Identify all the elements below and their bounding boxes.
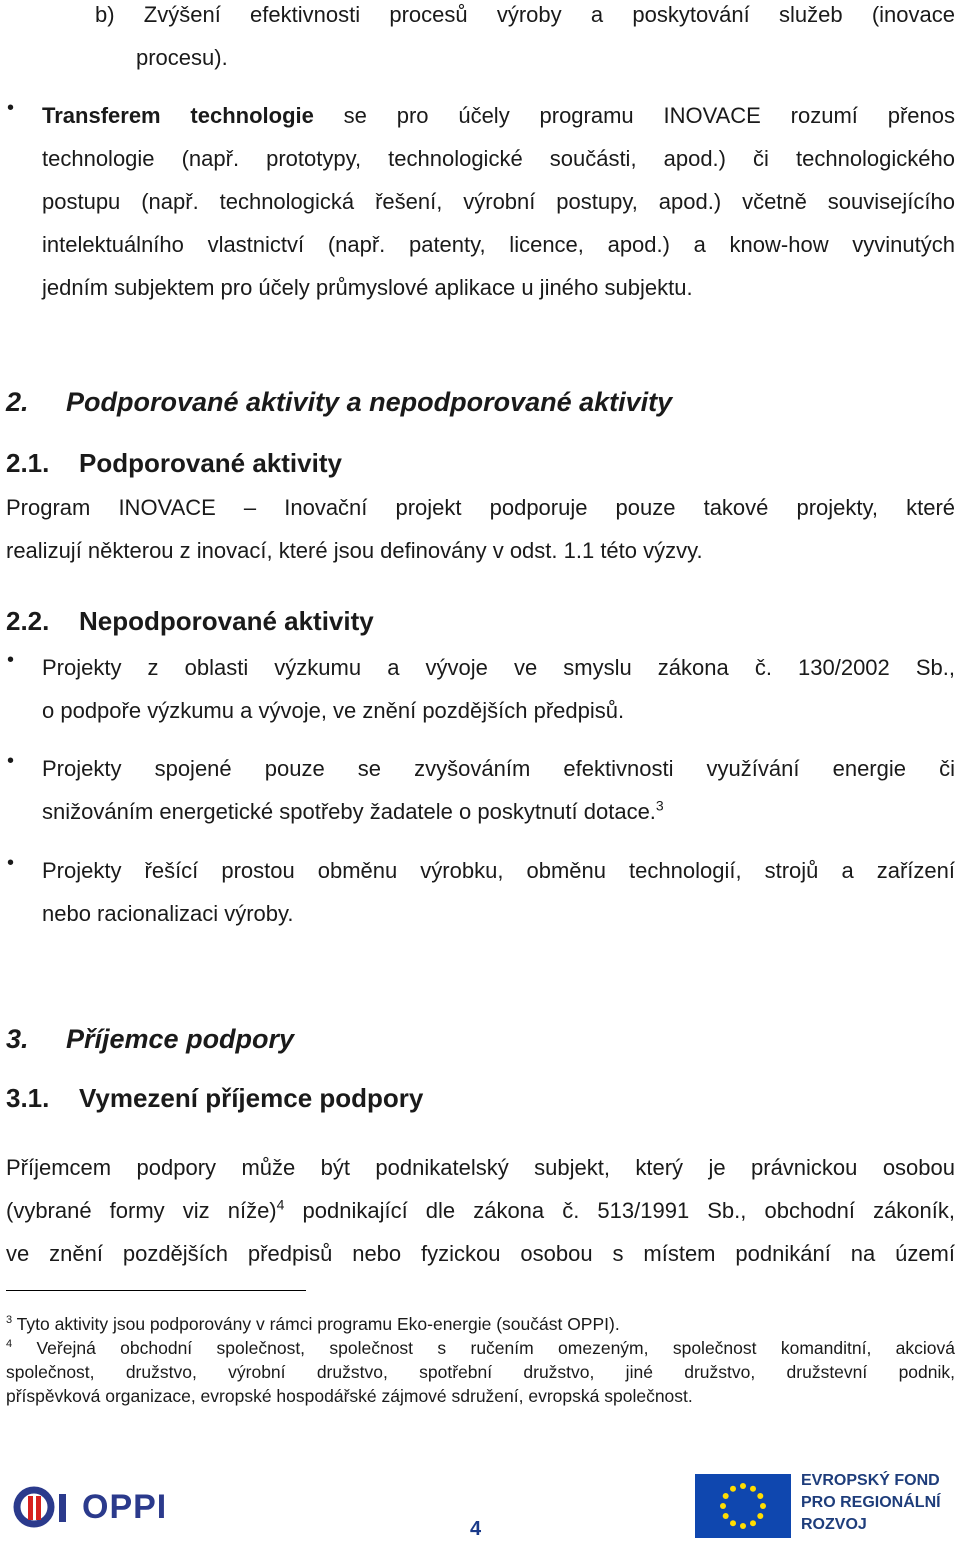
section-2-1-title: Podporované aktivity: [79, 448, 342, 478]
section-2-1-number: 2.1.: [6, 448, 50, 478]
transfer-line2: technologie (např. prototypy, technologické součásti, apod.) či technologického: [42, 146, 955, 171]
nepodporovane-item-3-line2: nebo racionalizaci výroby.: [42, 901, 294, 926]
section-2-title: Podporované aktivity a nepodporované aktivity: [66, 387, 673, 417]
bullet-icon: [7, 747, 14, 773]
footnote-3: [6, 1312, 955, 1336]
section-3-heading: [6, 1024, 295, 1055]
nepodporovane-item-2-line2: snižováním energetické spotřeby žadatele o poskytnutí dotace.: [42, 799, 656, 824]
footnote-4-number: 4: [6, 1338, 13, 1351]
transfer-term: Transferem technologie: [42, 103, 314, 128]
footnote-separator: [6, 1290, 306, 1291]
bullet-icon: [7, 849, 14, 875]
section-3-1-line2b: podnikající dle zákona č. 513/1991 Sb., obchodní zákoník,: [284, 1198, 956, 1223]
nepodporovane-item-2-line1: Projekty spojené pouze se zvyšováním efektivnosti využívání energie či: [42, 756, 955, 781]
footnote-4-line1: Veřejná obchodní společnost, společnost s ručením omezeným, společnost komanditní, akciová: [36, 1338, 955, 1358]
eu-erdf-logo: [695, 1470, 960, 1540]
eu-flag-icon: [695, 1474, 791, 1538]
section-2-1-paragraph: [6, 486, 955, 572]
section-3-1-line2a: (vybrané formy viz níže): [6, 1198, 277, 1223]
list-item-b-line2: procesu).: [136, 45, 228, 70]
section-2-1-line1: Program INOVACE – Inovační projekt podporuje pouze takové projekty, které: [6, 495, 955, 520]
transfer-line3: postupu (např. technologická řešení, výrobní postupy, apod.) včetně souvisejícího: [42, 189, 955, 214]
section-2-2-number: 2.2.: [6, 606, 50, 636]
bullet-icon: [7, 94, 14, 120]
nepodporovane-item-1-line1: Projekty z oblasti výzkumu a vývoje ve smyslu zákona č. 130/2002 Sb.,: [42, 655, 955, 680]
list-item: [42, 747, 955, 833]
oppi-logo-text: OPPI: [82, 1488, 168, 1526]
section-2-heading: [6, 387, 673, 418]
footnote-4: [6, 1336, 955, 1408]
bullet-icon: [7, 646, 14, 672]
footnote-3-number: 3: [6, 1314, 13, 1327]
nepodporovane-item-1-line2: o podpoře výzkumu a vývoje, ve znění pozdějších předpisů.: [42, 698, 625, 723]
footnote-ref-4[interactable]: 4: [276, 1196, 285, 1213]
section-2-1-heading: [6, 448, 342, 479]
section-3-1-heading: [6, 1083, 424, 1114]
transfer-paragraph: [42, 94, 955, 309]
section-3-1-line1: Příjemcem podpory může být podnikatelský subjekt, který je právnickou osobou: [6, 1155, 955, 1180]
eu-logo-text: [801, 1470, 941, 1536]
list-item-b-line1: b) Zvýšení efektivnosti procesů výroby a poskytování služeb (inovace: [95, 2, 955, 27]
section-3-title: Příjemce podpory: [66, 1024, 295, 1054]
transfer-line4: intelektuálního vlastnictví (např. patenty, licence, apod.) a know-how vyvinutých: [42, 232, 955, 257]
footnote-3-text: Tyto aktivity jsou podporovány v rámci programu Eko-energie (součást OPPI).: [16, 1314, 620, 1334]
section-2-2-title: Nepodporované aktivity: [79, 606, 374, 636]
section-2-1-line2: realizují některou z inovací, které jsou definovány v odst. 1.1 této výzvy.: [6, 538, 703, 563]
list-item: [42, 849, 955, 935]
footnote-4-line3: příspěvková organizace, evropské hospodářské zájmové sdružení, evropská společnost.: [6, 1386, 693, 1406]
section-2-number: 2.: [6, 387, 29, 417]
section-3-1-line3: ve znění pozdějších předpisů nebo fyzickou osobou s místem podnikání na území: [6, 1241, 955, 1266]
transfer-line5: jedním subjektem pro účely průmyslové aplikace u jiného subjektu.: [42, 275, 693, 300]
footnote-ref-3[interactable]: 3: [655, 797, 664, 814]
eu-logo-line1: EVROPSKÝ FOND: [801, 1472, 940, 1489]
page-number: 4: [470, 1518, 482, 1540]
section-2-2-heading: [6, 606, 374, 637]
nepodporovane-item-3-line1: Projekty řešící prostou obměnu výrobku, obměnu technologií, strojů a zařízení: [42, 858, 955, 883]
oppi-logo: [10, 1482, 170, 1532]
section-3-1-title: Vymezení příjemce podpory: [79, 1083, 424, 1113]
transfer-line1-rest: se pro účely programu INOVACE rozumí přenos: [313, 103, 955, 128]
eu-logo-line2: PRO REGIONÁLNÍ: [801, 1494, 941, 1511]
section-3-1-number: 3.1.: [6, 1083, 50, 1113]
section-3-number: 3.: [6, 1024, 29, 1054]
list-item: [42, 646, 955, 732]
footnote-4-line2: společnost, družstvo, výrobní družstvo, spotřební družstvo, jiné družstvo, družstevní podnik,: [6, 1362, 955, 1382]
eu-logo-line3: ROZVOJ: [801, 1516, 867, 1533]
section-3-1-paragraph: [6, 1146, 955, 1275]
